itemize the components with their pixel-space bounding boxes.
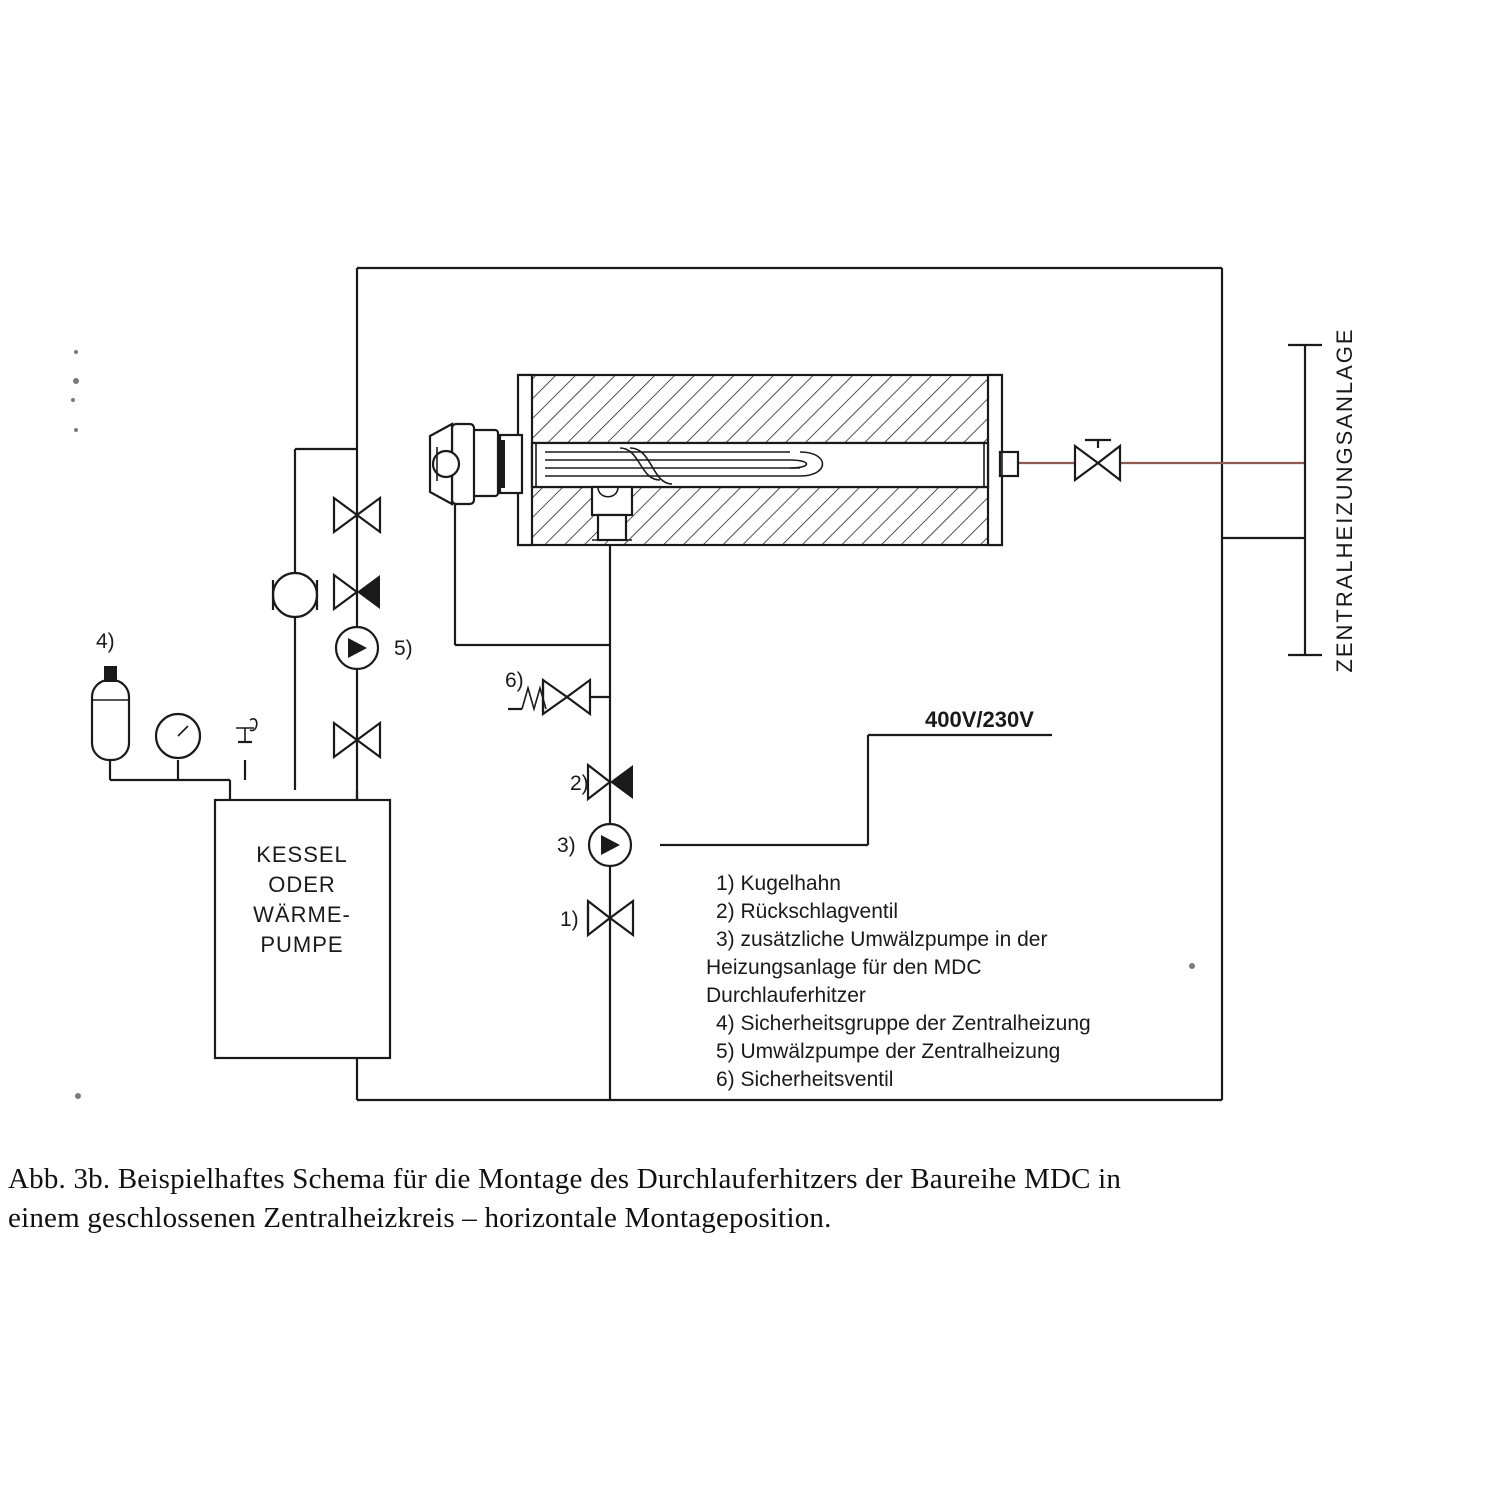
legend-item: 6) Sicherheitsventil: [716, 1068, 894, 1091]
figure-caption: [8, 1160, 1488, 1238]
pump-3-additional: [589, 824, 631, 866]
caption-line-2: einem geschlossenen Zentralheizkreis – horizontale Montageposition.: [8, 1202, 832, 1235]
mdc-flow-heater: [430, 375, 1018, 545]
callout-5-label: 5): [394, 637, 413, 660]
safety-group-4: [92, 666, 257, 760]
pump-5-central-heating: [336, 627, 378, 669]
boiler-label-line2: ODER: [268, 872, 336, 897]
valve-outlet-ball: [1075, 440, 1120, 480]
central-heating-label: ZENTRALHEIZUNGSANLAGE: [1332, 327, 1357, 673]
voltage-label: 400V/230V: [925, 707, 1034, 732]
caption-line-1: Abb. 3b. Beispielhaftes Schema für die Montage des Durchlauferhitzers der Baureihe MDC in: [8, 1163, 1122, 1195]
callout-6-label: 6): [505, 669, 524, 692]
legend-item: 5) Umwälzpumpe der Zentralheizung: [716, 1040, 1061, 1063]
central-heating-installation: [1288, 327, 1357, 672]
callout-3-label: 3): [557, 834, 576, 857]
legend-item: Heizungsanlage für den MDC: [706, 956, 982, 979]
flow-indicator: [273, 573, 317, 617]
boiler-box: [215, 800, 390, 1058]
boiler-label-line3: WÄRME-: [253, 902, 351, 927]
legend-item: 2) Rückschlagventil: [716, 900, 899, 923]
legend-item: 1) Kugelhahn: [716, 872, 841, 895]
boiler-label-line4: PUMPE: [260, 932, 344, 957]
legend-item: 4) Sicherheitsgruppe der Zentralheizung: [716, 1012, 1091, 1035]
legend-list: [706, 872, 1091, 1091]
boiler-label-line1: KESSEL: [256, 842, 348, 867]
callout-4-label: 4): [96, 630, 115, 653]
legend-item: 3) zusätzliche Umwälzpumpe in der: [716, 928, 1048, 951]
callout-2-label: 2): [570, 772, 589, 795]
legend-item: Durchlauferhitzer: [706, 984, 866, 1007]
callout-1-label: 1): [560, 908, 579, 931]
